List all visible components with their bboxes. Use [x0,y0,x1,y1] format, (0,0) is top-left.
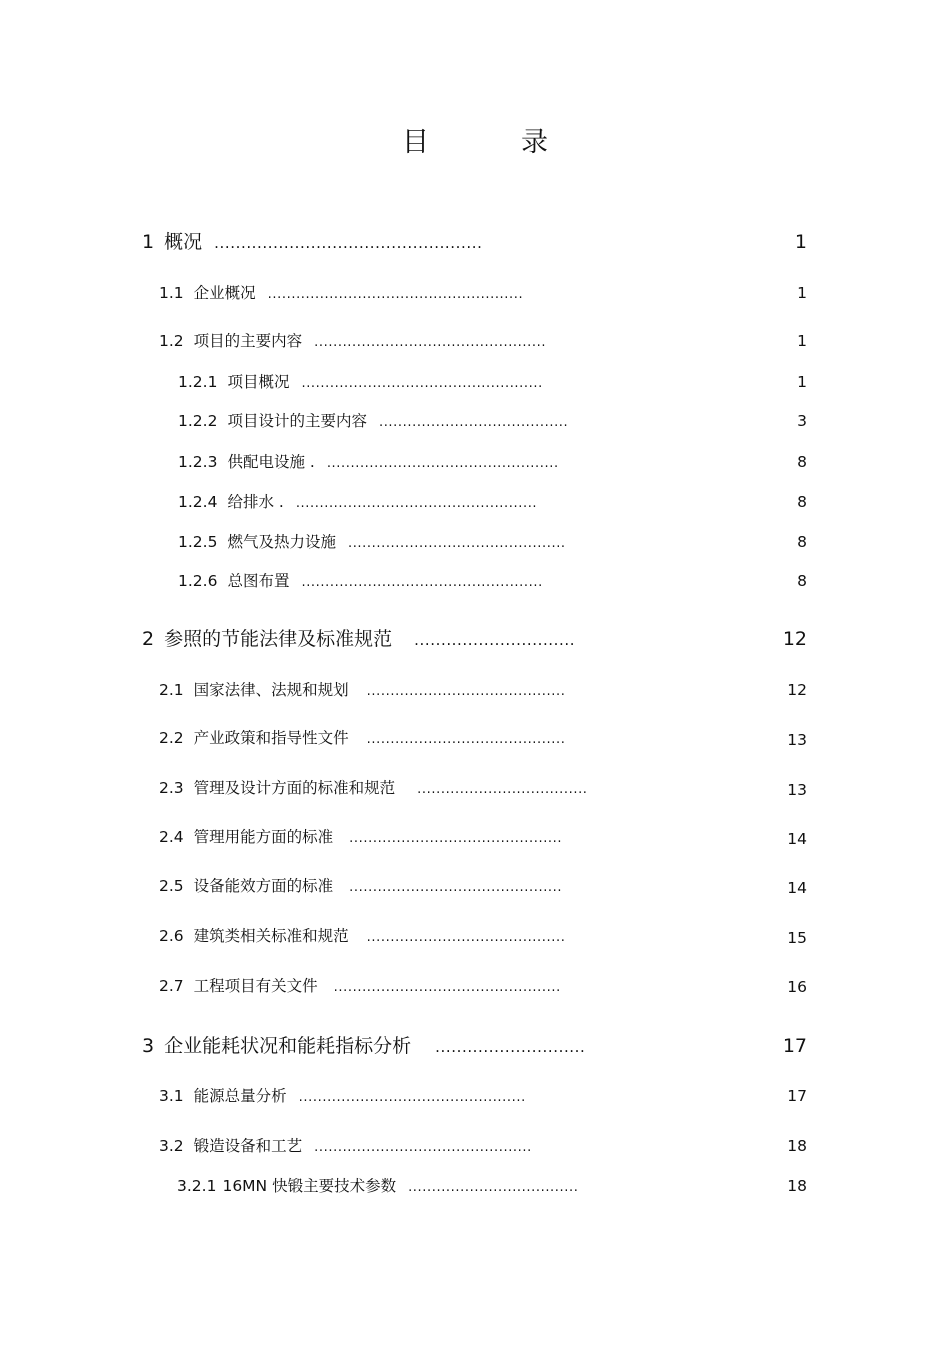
toc-leader-dots: .............................................. [314,1140,532,1155]
toc-entry[interactable] [159,921,565,951]
toc-leader-dots: .......................................... [366,732,566,747]
toc-entry[interactable] [159,278,523,308]
toc-entry-number: 3.1 [159,1087,184,1105]
toc-entry-label: 建筑类相关标准和规范 [193,927,349,945]
toc-entry[interactable] [178,566,543,596]
toc-entry-number: 1.2.4 [178,493,218,511]
toc-page-number: 8 [797,572,807,590]
toc-entry[interactable] [159,1131,532,1161]
toc-entry-label: 概况 [164,231,203,253]
toc-entry-number: 2 [142,628,155,650]
toc-entry-label: 能源总量分析 [193,1087,287,1105]
toc-title-char-1: 目 [402,127,429,158]
toc-entry[interactable] [178,406,568,436]
toc-leader-dots: .................................... [417,782,588,797]
toc-entry[interactable] [178,367,543,397]
toc-leader-dots: ................................................. [326,456,559,471]
toc-leader-dots: .................................... [408,1180,579,1195]
toc-entry[interactable] [142,227,483,257]
toc-page-number: 14 [787,879,807,897]
toc-page-number: 8 [797,493,807,511]
toc-leader-dots: .......................................... [366,684,566,699]
toc-entry-number: 1.2.6 [178,572,218,590]
toc-entry-number: 1 [142,231,155,253]
toc-entry-number: 3.2.1 [177,1177,217,1195]
toc-entry[interactable] [159,773,588,803]
toc-entry-label: 供配电设施 . [227,453,315,471]
toc-leader-dots: ................................................... [301,376,543,391]
toc-page-number: 13 [787,781,807,799]
toc-leader-dots: .............................................. [347,536,566,551]
toc-page-number: 1 [797,373,807,391]
toc-entry-label: 项目概况 [227,373,290,391]
toc-entry[interactable] [159,1081,526,1111]
toc-leader-dots: ................................................ [298,1090,526,1105]
toc-entry-number: 1.2.1 [178,373,218,391]
toc-entry-label: 16MN 快锻主要技术参数 [222,1177,397,1195]
toc-leader-dots: ............................................. [349,831,563,846]
toc-entry-label: 国家法律、法规和规划 [193,681,349,699]
toc-entry[interactable] [177,1171,578,1201]
toc-page-number: 17 [782,1035,807,1057]
toc-entry[interactable] [159,871,562,901]
toc-page-number: 13 [787,731,807,749]
toc-leader-dots: ................................................ [333,980,561,995]
toc-page-number: 18 [787,1137,807,1155]
toc-entry[interactable] [159,822,562,852]
toc-page-number: 3 [797,412,807,430]
toc-leader-dots: ................................................... [295,496,538,511]
toc-leader-dots: ................................................... [301,575,543,590]
toc-page-number: 12 [787,681,807,699]
toc-title-char-2: 录 [521,127,548,158]
toc-leader-dots: ................................................. [314,335,547,350]
toc-page-number: 18 [787,1177,807,1195]
toc-entry-number: 2.2 [159,729,184,747]
toc-title [0,120,950,159]
toc-leader-dots: .............................. [414,631,576,649]
toc-leader-dots: .......................................... [366,930,566,945]
toc-entry-number: 2.1 [159,681,184,699]
toc-entry-label: 锻造设备和工艺 [193,1137,303,1155]
toc-page-number: 16 [787,978,807,996]
toc-entry[interactable] [178,447,559,477]
toc-entry[interactable] [142,624,575,654]
toc-leader-dots: .................................................. [214,234,483,252]
toc-entry-number: 3.2 [159,1137,184,1155]
toc-entry-number: 2.6 [159,927,184,945]
toc-entry-label: 企业能耗状况和能耗指标分析 [164,1035,412,1057]
toc-entry[interactable] [178,527,566,557]
toc-leader-dots: ........................................ [378,415,569,430]
toc-entry-label: 管理用能方面的标准 [193,828,334,846]
toc-page-number: 1 [797,284,807,302]
toc-entry[interactable] [159,675,565,705]
toc-entry-label: 参照的节能法律及标准规范 [164,628,393,650]
toc-leader-dots: ............................ [435,1038,586,1056]
toc-entry-number: 2.7 [159,977,184,995]
toc-entry-label: 燃气及热力设施 [227,533,336,551]
toc-entry[interactable] [159,723,565,753]
toc-entry-number: 1.2.3 [178,453,218,471]
toc-page-number: 1 [794,231,807,253]
toc-page-number: 12 [782,628,807,650]
toc-entry-label: 产业政策和指导性文件 [193,729,349,747]
toc-entry[interactable] [142,1031,585,1061]
toc-entry-number: 3 [142,1035,155,1057]
toc-entry-number: 1.2.2 [178,412,218,430]
toc-entry-label: 企业概况 [193,284,256,302]
toc-entry-number: 2.5 [159,877,184,895]
toc-page-number: 1 [797,332,807,350]
toc-entry-label: 管理及设计方面的标准和规范 [193,779,396,797]
toc-entry-label: 总图布置 [227,572,290,590]
toc-entry-label: 项目的主要内容 [193,332,303,350]
toc-entry-label: 项目设计的主要内容 [227,412,367,430]
toc-entry-number: 2.4 [159,828,184,846]
toc-entry-label: 工程项目有关文件 [193,977,318,995]
toc-page-number: 8 [797,533,807,551]
toc-leader-dots: ...................................................... [267,287,524,302]
toc-entry[interactable] [159,971,561,1001]
toc-entry[interactable] [159,326,546,356]
toc-page-number: 15 [787,929,807,947]
toc-entry-number: 1.2.5 [178,533,218,551]
toc-entry-label: 设备能效方面的标准 [193,877,334,895]
toc-entry-number: 2.3 [159,779,184,797]
toc-entry-label: 给排水 . [227,493,284,511]
toc-entry-number: 1.2 [159,332,184,350]
toc-page-number: 8 [797,453,807,471]
toc-entry[interactable] [178,487,537,517]
toc-page-number: 17 [787,1087,807,1105]
toc-leader-dots: ............................................. [349,880,563,895]
toc-entry-number: 1.1 [159,284,184,302]
toc-page-number: 14 [787,830,807,848]
